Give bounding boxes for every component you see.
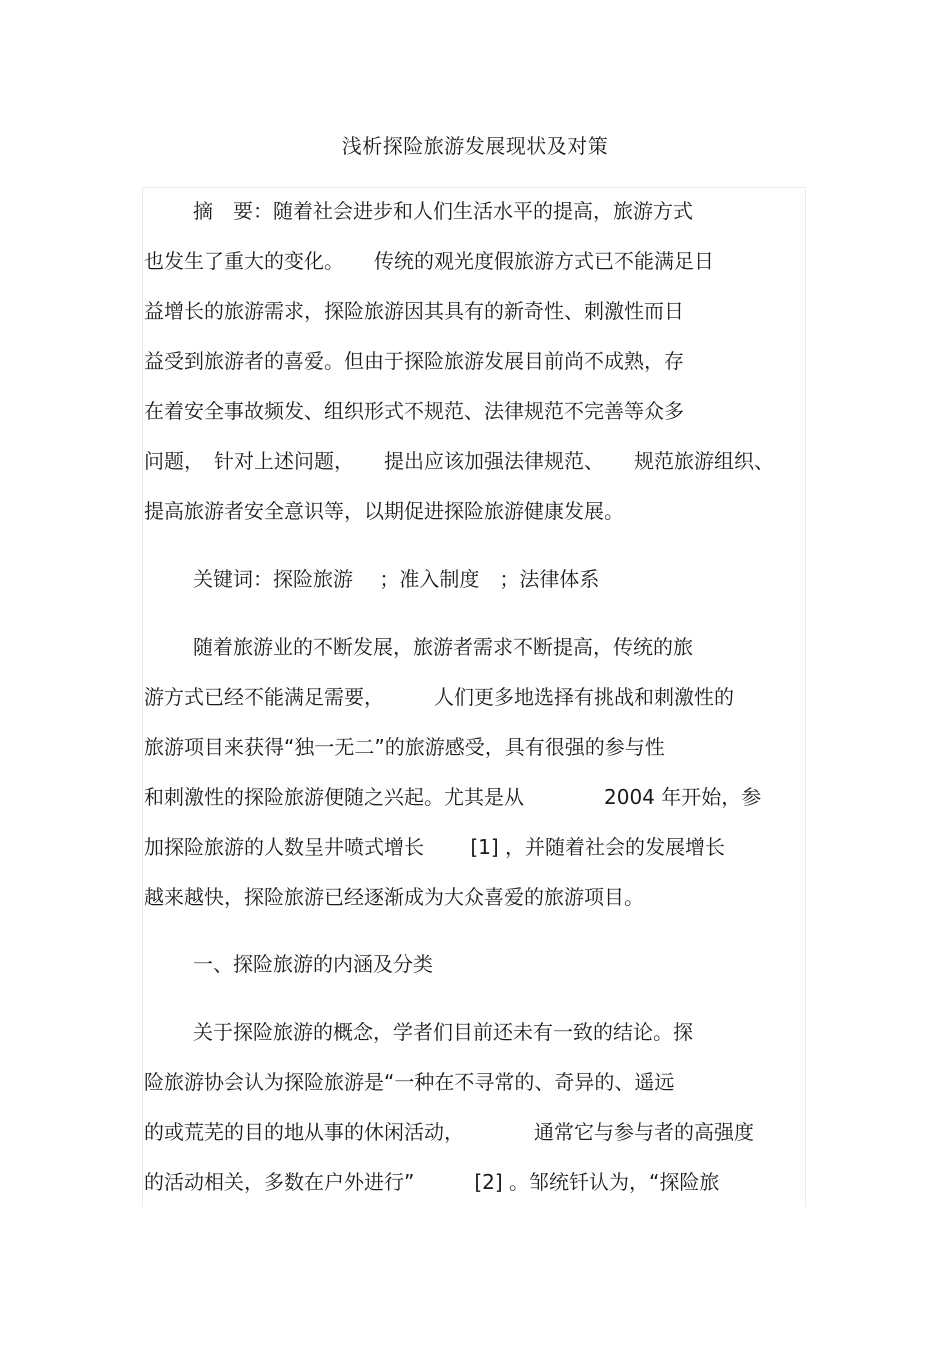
section-line: 的活动相关，多数在户外进行” [2] 。邹统钎认为，“探险旅 (144, 1170, 720, 1194)
intro-line: 随着旅游业的不断发展，旅游者需求不断提高，传统的旅 (193, 635, 693, 659)
abstract-line: 摘 要：随着社会进步和人们生活水平的提高，旅游方式 (193, 199, 693, 223)
intro-line: 游方式已经不能满足需要， 人们更多地选择有挑战和刺激性的 (144, 685, 734, 709)
document-title: 浅析探险旅游发展现状及对策 (341, 134, 609, 158)
intro-line: 和刺激性的探险旅游便随之兴起。尤其是从 2004 年开始，参 (144, 785, 762, 809)
abstract-line: 益受到旅游者的喜爱。但由于探险旅游发展目前尚不成熟，存 (144, 349, 684, 373)
intro-line: 旅游项目来获得“独一无二”的旅游感受，具有很强的参与性 (144, 735, 665, 759)
abstract-line: 提高旅游者安全意识等，以期促进探险旅游健康发展。 (144, 499, 624, 523)
section-heading: 一、探险旅游的内涵及分类 (193, 952, 433, 976)
abstract-line: 益增长的旅游需求，探险旅游因其具有的新奇性、刺激性而日 (144, 299, 684, 323)
section-line: 的或荒芜的目的地从事的休闲活动， 通常它与参与者的高强度 (144, 1120, 754, 1144)
section-line: 险旅游协会认为探险旅游是“一种在不寻常的、奇异的、遥远 (144, 1070, 675, 1094)
abstract-line: 问题， 针对上述问题， 提出应该加强法律规范、 规范旅游组织、 (144, 449, 774, 473)
section-line: 关于探险旅游的概念，学者们目前还未有一致的结论。探 (193, 1020, 693, 1044)
keywords-line: 关键词：探险旅游 ；准入制度 ；法律体系 (193, 567, 600, 591)
abstract-line: 在着安全事故频发、组织形式不规范、法律规范不完善等众多 (144, 399, 684, 423)
abstract-line: 也发生了重大的变化。 传统的观光度假旅游方式已不能满足日 (144, 249, 714, 273)
intro-line: 越来越快，探险旅游已经逐渐成为大众喜爱的旅游项目。 (144, 885, 644, 909)
intro-line: 加探险旅游的人数呈井喷式增长 [1] ，并随着社会的发展增长 (144, 835, 726, 859)
